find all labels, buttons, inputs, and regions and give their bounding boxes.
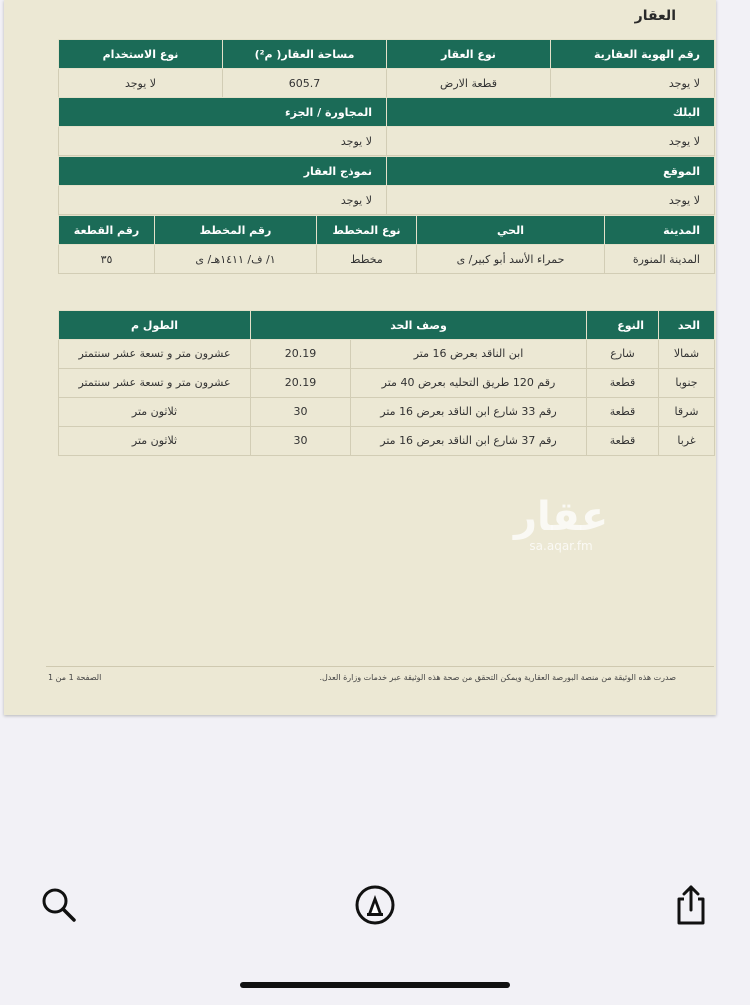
boundary-length-words: ثلاثون متر	[59, 398, 251, 427]
boundary-type: قطعة	[587, 369, 659, 398]
header-boundary: الحد	[659, 311, 715, 340]
value-district: حمراء الأسد أبو كبير/ ى	[417, 245, 605, 274]
share-button[interactable]	[666, 880, 716, 930]
header-boundary-type: النوع	[587, 311, 659, 340]
boundary-length-words: ثلاثون متر	[59, 427, 251, 456]
value-location: لا يوجد	[387, 186, 715, 215]
markup-button[interactable]	[350, 880, 400, 930]
aqar-watermark	[514, 495, 608, 553]
share-icon	[671, 883, 711, 927]
boundary-description: ابن الناقد بعرض 16 متر	[351, 340, 587, 369]
page-number: الصفحة 1 من 1	[48, 673, 102, 682]
boundary-length-words: عشرون متر و تسعة عشر سنتمتر	[59, 340, 251, 369]
property-info-table	[58, 39, 715, 98]
footer-divider	[46, 666, 714, 667]
boundary-direction: شمالا	[659, 340, 715, 369]
watermark-url: sa.aqar.fm	[529, 539, 593, 553]
boundary-type: قطعة	[587, 427, 659, 456]
value-plan-number: ١/ ف/ ١٤١١هـ/ ى	[155, 245, 317, 274]
header-boundary-description: وصف الحد	[251, 311, 587, 340]
header-usage-type: نوع الاستخدام	[59, 40, 223, 69]
header-property-type: نوع العقار	[387, 40, 551, 69]
home-indicator[interactable]	[240, 982, 510, 988]
value-property-area: 605.7	[223, 69, 387, 98]
header-city: المدينة	[605, 216, 715, 245]
value-block: لا يوجد	[387, 127, 715, 156]
plan-info-table	[58, 215, 715, 274]
header-neighborhood-part: المجاورة / الجزء	[59, 98, 387, 127]
value-neighborhood-part: لا يوجد	[59, 127, 387, 156]
block-info-table	[58, 97, 715, 156]
header-location: الموقع	[387, 157, 715, 186]
value-property-type: قطعة الارض	[387, 69, 551, 98]
document-title: العقار	[634, 8, 676, 24]
boundary-length-number: 20.19	[251, 369, 351, 398]
value-plan-type: مخطط	[317, 245, 417, 274]
value-city: المدينة المنورة	[605, 245, 715, 274]
footer-note: صدرت هذه الوثيقة من منصة البورصة العقارية ويمكن التحقق من صحة هذه الوثيقة عبر خدمات وزارة العدل.	[319, 673, 676, 682]
header-length: الطول م	[59, 311, 251, 340]
table-row	[59, 369, 715, 398]
header-plot-number: رقم القطعة	[59, 216, 155, 245]
watermark-logo: عقار	[514, 494, 609, 540]
header-property-id: رقم الهوية العقارية	[551, 40, 715, 69]
boundary-direction: شرقا	[659, 398, 715, 427]
search-button[interactable]	[34, 880, 84, 930]
document-page	[4, 0, 716, 715]
header-property-area: مساحة العقار( م²)	[223, 40, 387, 69]
value-plot-number: ٣٥	[59, 245, 155, 274]
header-plan-type: نوع المخطط	[317, 216, 417, 245]
boundary-description: رقم 120 طريق التحليه بعرض 40 متر	[351, 369, 587, 398]
boundary-length-number: 30	[251, 398, 351, 427]
boundary-type: قطعة	[587, 398, 659, 427]
value-property-model: لا يوجد	[59, 186, 387, 215]
boundary-direction: غربا	[659, 427, 715, 456]
markup-pen-icon	[354, 884, 396, 926]
table-row	[59, 340, 715, 369]
header-property-model: نموذج العقار	[59, 157, 387, 186]
boundary-length-number: 20.19	[251, 340, 351, 369]
bottom-toolbar	[0, 850, 750, 960]
table-row	[59, 398, 715, 427]
value-usage-type: لا يوجد	[59, 69, 223, 98]
boundaries-table	[58, 310, 715, 456]
boundary-type: شارع	[587, 340, 659, 369]
location-info-table	[58, 156, 715, 215]
table-row	[59, 427, 715, 456]
header-plan-number: رقم المخطط	[155, 216, 317, 245]
header-block: البلك	[387, 98, 715, 127]
header-district: الحي	[417, 216, 605, 245]
boundary-direction: جنوبا	[659, 369, 715, 398]
boundary-description: رقم 33 شارع ابن الناقد بعرض 16 متر	[351, 398, 587, 427]
search-icon	[39, 885, 79, 925]
boundary-length-words: عشرون متر و تسعة عشر سنتمتر	[59, 369, 251, 398]
boundary-description: رقم 37 شارع ابن الناقد بعرض 16 متر	[351, 427, 587, 456]
boundary-length-number: 30	[251, 427, 351, 456]
value-property-id: لا يوجد	[551, 69, 715, 98]
